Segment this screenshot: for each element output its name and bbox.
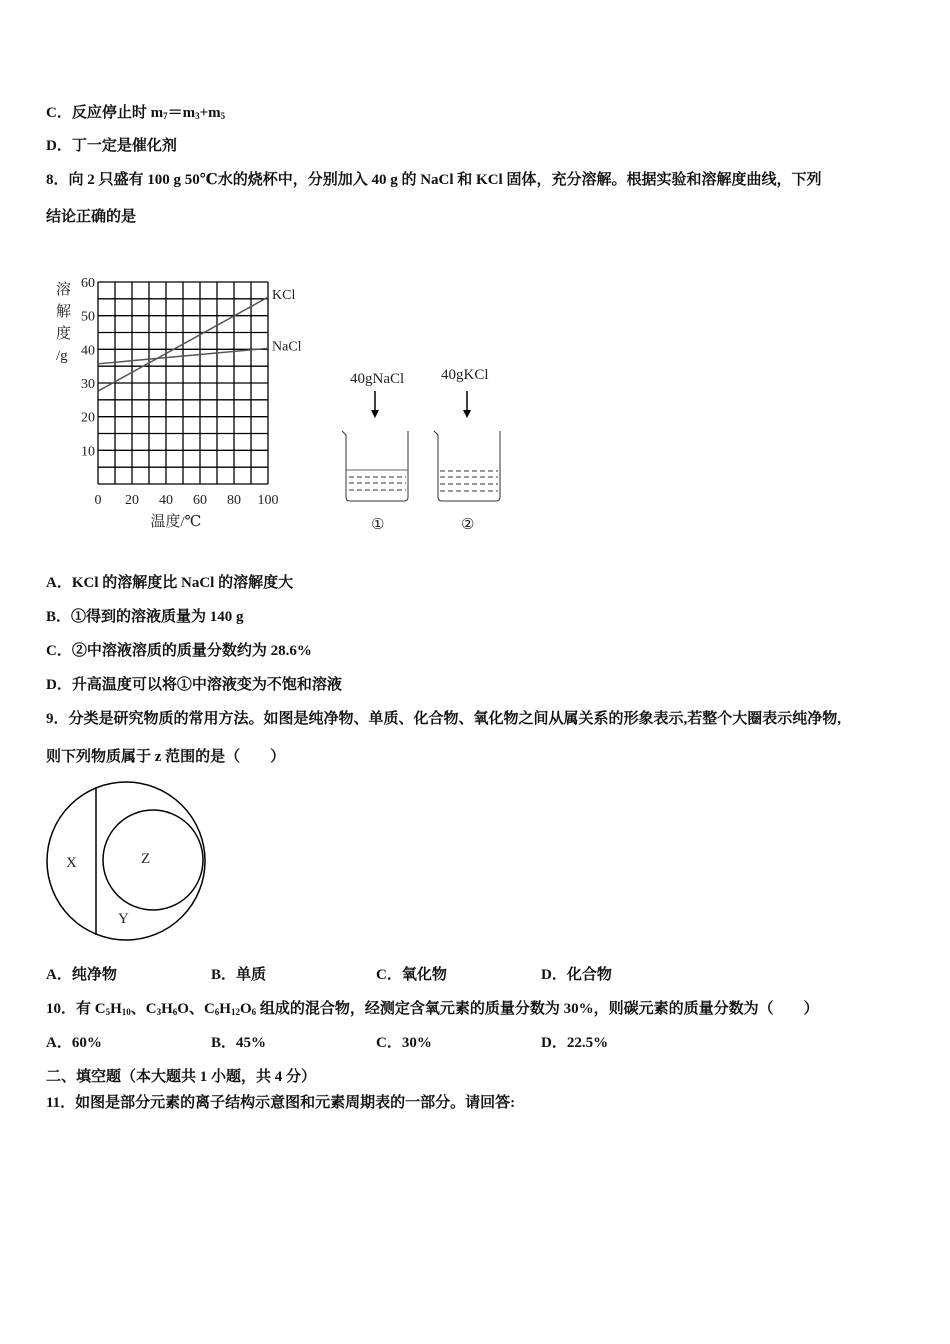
y-axis-label: 解 <box>56 304 72 320</box>
q8-option-b: B．①得到的溶液质量为 140 g <box>46 609 244 625</box>
y-tick-label: 60 <box>81 276 95 291</box>
inner-circle <box>103 810 203 910</box>
q9-option-d: D．化合物 <box>541 967 612 983</box>
beaker-2 <box>434 367 500 533</box>
q9-option-a: A．纯净物 <box>46 967 117 983</box>
y-tick-label: 40 <box>81 343 95 359</box>
beaker-1-number: ① <box>371 517 385 533</box>
q8-option-a: A．KCl 的溶解度比 NaCl 的溶解度大 <box>46 575 294 591</box>
y-tick-label: 20 <box>81 410 95 426</box>
beaker-2-number: ② <box>461 517 475 533</box>
x-tick-label: 0 <box>94 493 102 508</box>
beaker-2-label: 40gKCl <box>441 367 489 383</box>
q10-option-d: D．22.5% <box>541 1035 609 1051</box>
solubility-chart <box>56 276 302 530</box>
q10-option-b: B．45% <box>211 1035 267 1051</box>
y-tick-label: 30 <box>81 377 95 392</box>
arrow-head-icon <box>371 410 379 418</box>
x-tick-label: 80 <box>227 493 241 508</box>
q7-option-d: D．丁一定是催化剂 <box>46 138 177 154</box>
label-y: Y <box>118 911 129 927</box>
label-x: X <box>66 855 77 871</box>
q9-stem: 9．分类是研究物质的常用方法。如图是纯净物、单质、化合物、氧化物之间从属关系的形象表示,若整个大圈表示纯净物, <box>46 711 842 727</box>
q9-option-b: B．单质 <box>211 967 267 983</box>
q10-stem: 10．有 $C_5H_{10}$、$C_3H_6O$、$C_6H_{12}O_6$ 组成的混合物，经测定含氧元素的质量分数为 30%，则碳元素的质量分数为（ ） <box>46 1001 819 1017</box>
x-tick-label: 60 <box>193 493 207 508</box>
q8-option-d: D．升高温度可以将①中溶液变为不饱和溶液 <box>46 677 342 693</box>
beaker-1 <box>342 371 408 533</box>
y-axis-label: 溶 <box>56 282 72 298</box>
q11-stem: 11．如图是部分元素的离子结构示意图和元素周期表的一部分。请回答: <box>46 1095 516 1111</box>
series-label-kcl: KCl <box>272 288 296 304</box>
q10-option-a: A．60% <box>46 1035 102 1051</box>
label-z: Z <box>141 851 151 867</box>
x-tick-label: 20 <box>125 493 139 508</box>
q10-option-c: C．30% <box>376 1035 432 1051</box>
q8-option-c: C．②中溶液溶质的质量分数约为 28.6% <box>46 643 312 659</box>
x-tick-label: 40 <box>159 493 173 508</box>
q7-option-c: C．反应停止时 $m_7=m_3+m_5$ <box>46 105 226 121</box>
q9-stem-cont: 则下列物质属于 z 范围的是（ ） <box>46 749 286 765</box>
section-heading: 二、填空题（本大题共 1 小题，共 4 分） <box>46 1069 317 1085</box>
y-axis-label: /g <box>56 348 68 364</box>
x-axis-label: 温度/℃ <box>150 514 202 530</box>
solubility-figure <box>40 265 520 545</box>
beaker-1-label: 40gNaCl <box>350 371 405 387</box>
x-tick-label: 100 <box>257 493 279 508</box>
y-axis-label: 度 <box>56 326 72 342</box>
q8-stem-cont: 结论正确的是 <box>46 209 137 225</box>
q8-stem: 8．向 2 只盛有 100 g 50℃水的烧杯中，分别加入 40 g 的 NaCl 和 KCl 固体，充分溶解。根据实验和溶解度曲线，下列 <box>46 172 822 188</box>
series-label-nacl: NaCl <box>272 339 302 355</box>
y-tick-label: 10 <box>81 444 95 460</box>
arrow-head-icon <box>463 410 471 418</box>
q9-option-c: C．氧化物 <box>376 967 447 983</box>
y-tick-label: 50 <box>81 309 95 325</box>
classification-diagram <box>40 775 220 950</box>
